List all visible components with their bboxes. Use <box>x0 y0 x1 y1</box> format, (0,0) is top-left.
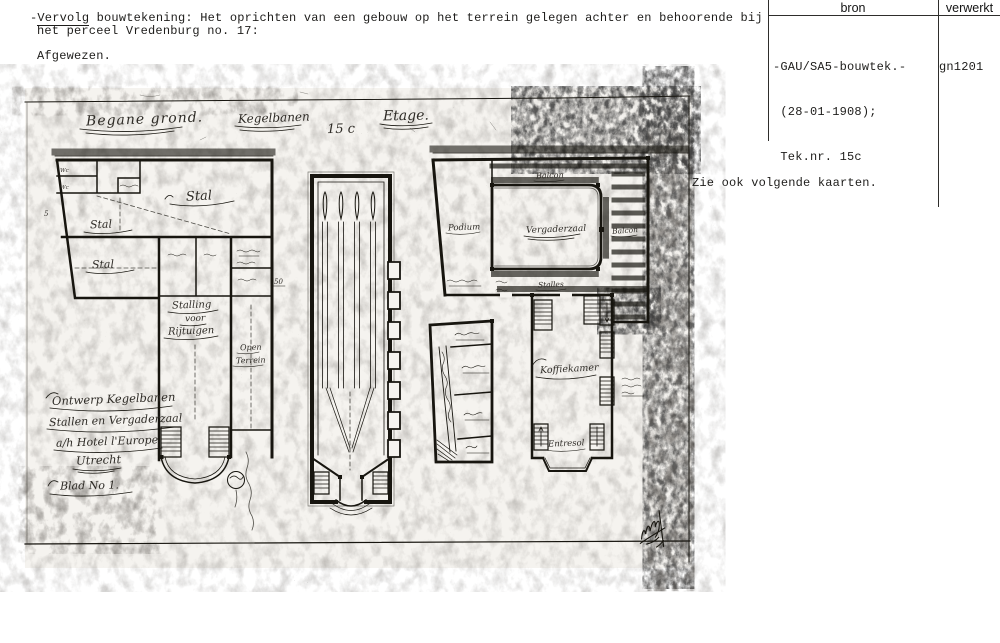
column-header-bron: bron <box>840 1 866 15</box>
label-balcon-top: Balcon <box>535 170 564 181</box>
title-begane-grond: Begane grond. <box>85 109 204 130</box>
label-koffiekamer: Koffiekamer <box>539 362 599 377</box>
label-stal-main: Stal <box>185 188 213 205</box>
dim-50: 50 <box>274 278 283 286</box>
titleblock-line3: a/h Hotel l'Europe <box>55 433 159 450</box>
sheet-number: 15 c <box>326 121 356 138</box>
side-niches <box>388 262 400 457</box>
label-entresol: Entresol <box>547 438 585 450</box>
note-status: Afgewezen. <box>37 49 112 63</box>
titleblock-line5: Blad No 1. <box>59 478 120 493</box>
label-vergaderzaal: Vergaderzaal <box>525 223 587 236</box>
label-balcon-right: Balcon <box>611 225 639 236</box>
bron-cell <box>773 30 906 180</box>
label-wc-1: Wc <box>60 168 69 174</box>
title-kegelbanen: Kegelbanen <box>237 109 310 127</box>
bron-line3: Tek.nr. 15c <box>773 150 862 164</box>
dim-5: 5 <box>44 210 49 218</box>
bron-line1: -GAU/SA5-bouwtek.- <box>773 60 907 74</box>
titleblock-line1: Ontwerp Kegelbanen <box>51 389 176 409</box>
label-wc-2: Wc <box>60 185 69 191</box>
label-podium: Podium <box>447 222 481 234</box>
label-stal-2: Stal <box>89 217 113 232</box>
title-etage: Etage. <box>382 107 430 125</box>
note-underlined-word: Vervolg <box>37 11 90 25</box>
side-note: Zie ook volgende kaarten. <box>692 176 878 190</box>
label-stal-3: Stal <box>91 257 115 272</box>
bron-line2: (28-01-1908); <box>773 105 877 119</box>
label-stalling: Stalling <box>171 299 212 312</box>
label-voor: voor <box>184 313 206 325</box>
label-open: Open <box>239 342 262 353</box>
note-dash: - <box>30 11 38 25</box>
table-header-underline <box>768 15 1000 16</box>
label-stalles: Stalles <box>537 279 564 290</box>
table-divider-right <box>938 0 939 207</box>
titleblock-line2: Stallen en Vergaderzaal <box>48 411 183 430</box>
note-line1-rest: bouwtekening: Het oprichten van een gebouw op het terrein gelegen achter en behoorende bij <box>89 11 763 25</box>
table-divider-left <box>768 0 769 141</box>
label-rijtuigen: Rijtuigen <box>167 325 215 338</box>
note-line2: het perceel Vredenburg no. 17: <box>37 24 260 38</box>
label-terrein: Terrein <box>235 355 266 366</box>
verwerkt-cell: gn1201 <box>939 60 984 74</box>
column-header-verwerkt: verwerkt <box>945 1 994 15</box>
titleblock-line4: Utrecht <box>75 452 122 468</box>
